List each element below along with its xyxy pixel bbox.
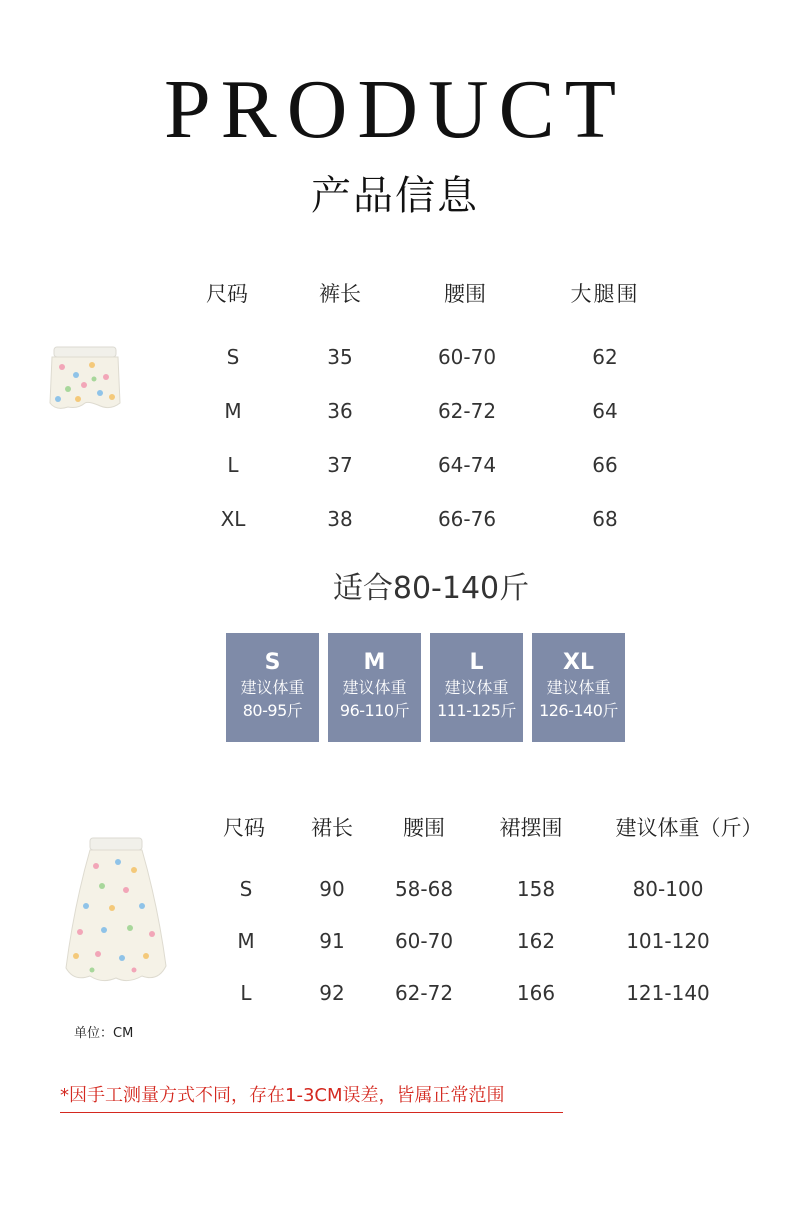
table2-cell: 92 [319, 981, 345, 1005]
unit-label: 单位：CM [74, 1026, 134, 1041]
size-card-m [328, 633, 421, 742]
fit-range-title: 适合80-140斤 [332, 571, 530, 606]
table1-cell: 64 [592, 399, 618, 423]
table2-cell: 101-120 [626, 929, 710, 953]
table2-cell: 166 [516, 981, 556, 1005]
table2-cell: 162 [516, 929, 556, 953]
table2-header: 尺码 [223, 816, 265, 840]
table1-cell: 62 [592, 345, 618, 369]
card-range: 126-140斤 [539, 701, 618, 720]
table2-cell: M [237, 929, 255, 953]
table2-cell: S [239, 877, 253, 901]
size-card-xl [532, 633, 625, 742]
table1-header: 大腿围 [570, 282, 640, 306]
measurement-note: *因手工测量方式不同，存在1-3CM误差，皆属正常范围 [60, 1084, 563, 1113]
card-size: XL [563, 650, 594, 675]
table1-cell: 60-70 [437, 345, 497, 369]
table1-cell: 68 [592, 507, 618, 531]
table2-cell: 91 [319, 929, 345, 953]
skirt-image [62, 836, 170, 986]
card-label: 建议体重 [240, 678, 305, 697]
card-label: 建议体重 [546, 678, 611, 697]
table2-cell: 90 [319, 877, 345, 901]
card-size: S [264, 650, 281, 675]
card-label: 建议体重 [444, 678, 509, 697]
table1-header: 尺码 [206, 282, 248, 306]
table2-cell: 60-70 [394, 929, 454, 953]
table1-cell: 66 [592, 453, 618, 477]
page-title-cn: 产品信息 [311, 173, 479, 219]
table1-cell: 38 [327, 507, 353, 531]
shorts-image [48, 345, 122, 417]
table1-cell: 64-74 [437, 453, 497, 477]
table1-cell: 37 [327, 453, 353, 477]
table1-cell: XL [220, 507, 246, 531]
table1-cell: 36 [327, 399, 353, 423]
table1-cell: 35 [327, 345, 353, 369]
page-title-en: PRODUCT [163, 63, 627, 156]
table1-cell: M [224, 399, 242, 423]
card-range: 80-95斤 [242, 701, 303, 720]
card-size: M [363, 650, 386, 675]
card-range: 96-110斤 [339, 701, 410, 720]
table2-cell: 62-72 [394, 981, 454, 1005]
card-range: 111-125斤 [437, 701, 516, 720]
table2-cell: 121-140 [626, 981, 710, 1005]
table2-cell: 58-68 [394, 877, 454, 901]
table2-cell: L [240, 981, 252, 1005]
table2-header: 裙摆围 [499, 816, 563, 840]
card-label: 建议体重 [342, 678, 407, 697]
table1-header: 腰围 [444, 282, 486, 306]
card-size: L [469, 650, 484, 675]
table2-header: 裙长 [311, 816, 353, 840]
table2-cell: 80-100 [632, 877, 704, 901]
table2-header: 腰围 [403, 816, 445, 840]
size-card-l [430, 633, 523, 742]
table2-cell: 158 [516, 877, 556, 901]
table1-header: 裤长 [319, 282, 361, 306]
table1-cell: 62-72 [437, 399, 497, 423]
table1-cell: S [226, 345, 240, 369]
table2-header: 建议体重（斤） [615, 816, 763, 840]
table1-cell: 66-76 [437, 507, 497, 531]
table1-cell: L [227, 453, 239, 477]
size-card-s [226, 633, 319, 742]
